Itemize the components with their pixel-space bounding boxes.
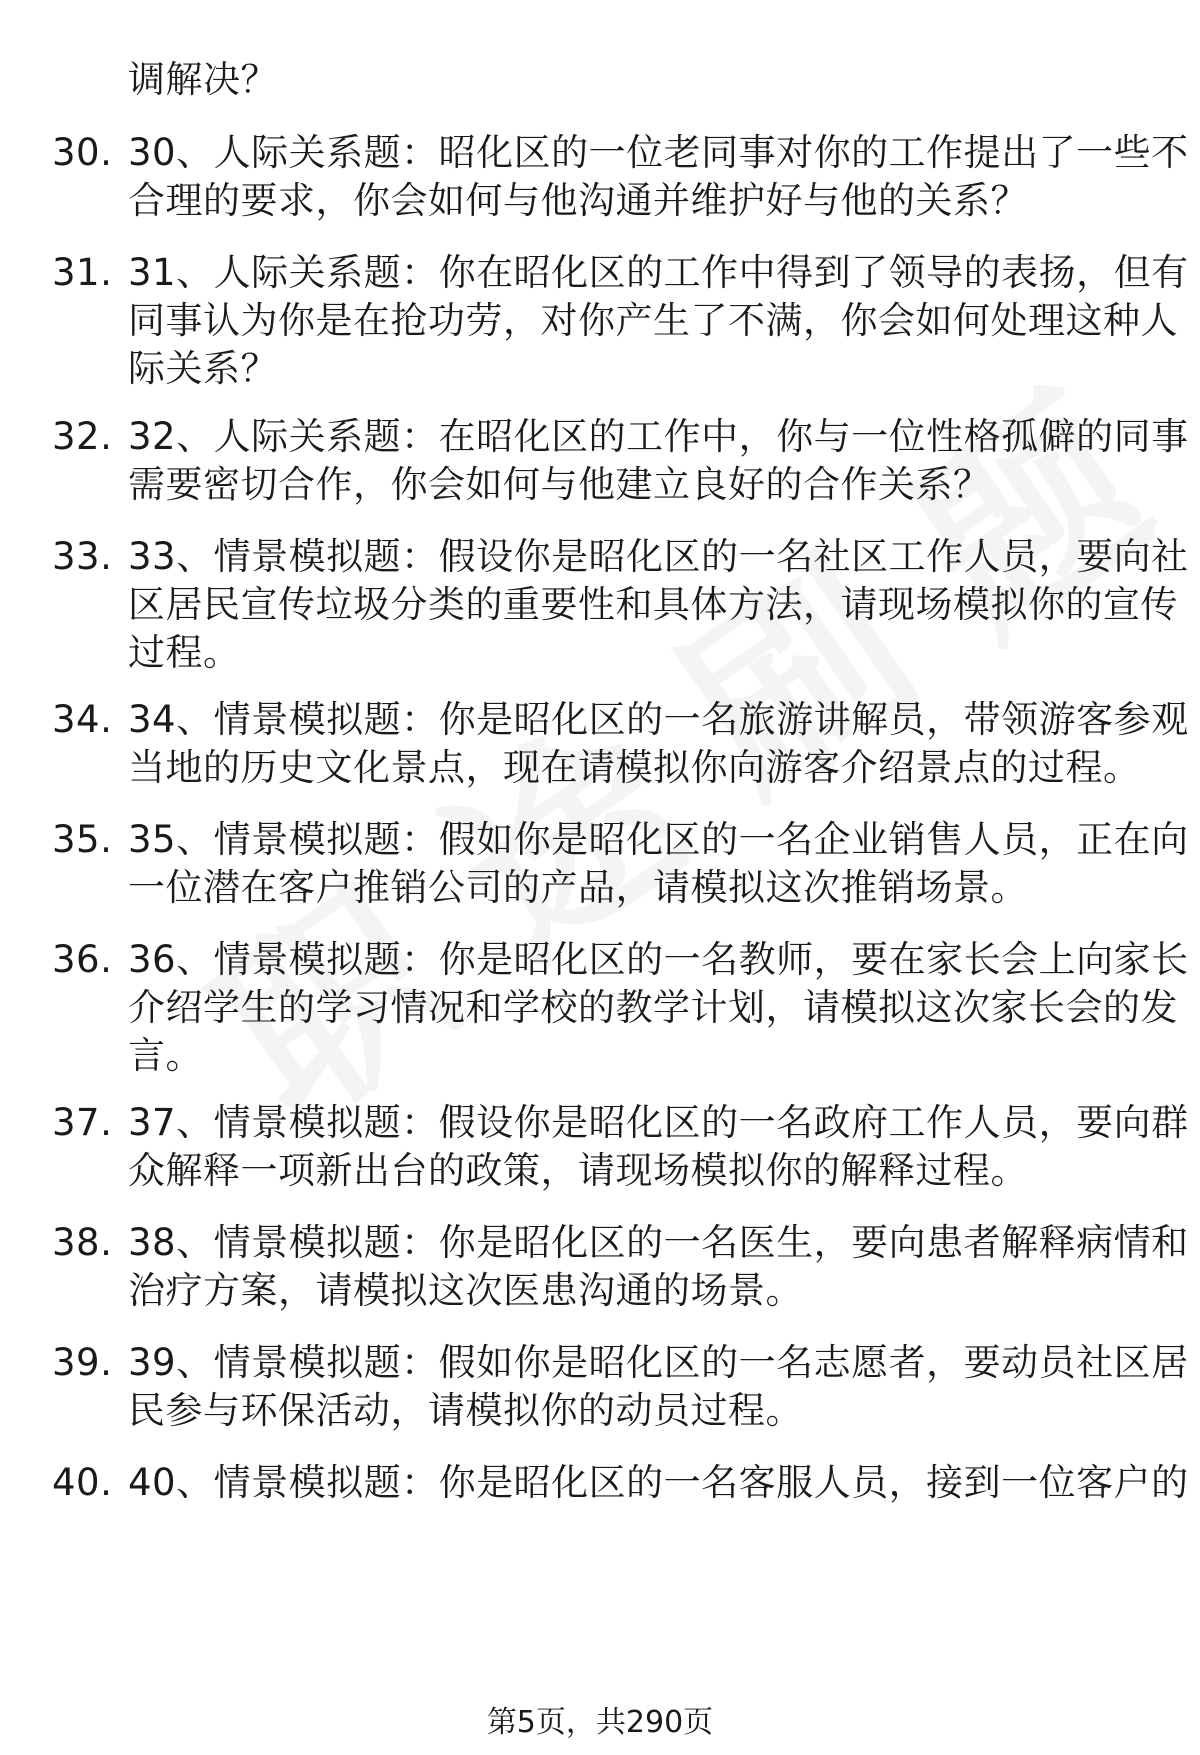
question-line: 众解释一项新出台的政策，请现场模拟你的解释过程。 — [128, 1149, 1028, 1192]
question-line: 合理的要求，你会如何与他沟通并维护好与他的关系？ — [128, 179, 1028, 222]
question-line: 38、情景模拟题：你是昭化区的一名医生，要向患者解释病情和 — [128, 1221, 1189, 1264]
question-line: 39、情景模拟题：假如你是昭化区的一名志愿者，要动员社区居 — [128, 1341, 1189, 1384]
question-text — [128, 1099, 1189, 1195]
list-number: 35. — [52, 818, 113, 861]
question-text — [128, 816, 1189, 912]
list-number: 30. — [52, 131, 113, 174]
list-number: 36. — [52, 938, 113, 981]
question-text — [128, 533, 1189, 677]
question-text — [128, 1219, 1189, 1315]
question-line: 需要密切合作，你会如何与他建立良好的合作关系？ — [128, 463, 991, 506]
question-line: 36、情景模拟题：你是昭化区的一名教师，要在家长会上向家长 — [128, 938, 1189, 981]
question-line: 32、人际关系题：在昭化区的工作中，你与一位性格孤僻的同事 — [128, 415, 1189, 458]
question-text — [128, 249, 1189, 393]
list-number: 31. — [52, 251, 113, 294]
question-line: 31、人际关系题：你在昭化区的工作中得到了领导的表扬，但有 — [128, 251, 1189, 294]
list-number: 38. — [52, 1221, 113, 1264]
question-text — [128, 129, 1189, 225]
question-line: 33、情景模拟题：假设你是昭化区的一名社区工作人员，要向社 — [128, 535, 1189, 578]
question-line: 言。 — [128, 1034, 203, 1077]
question-text — [128, 413, 1189, 509]
question-line: 37、情景模拟题：假设你是昭化区的一名政府工作人员，要向群 — [128, 1101, 1189, 1144]
list-number: 37. — [52, 1101, 113, 1144]
question-line: 35、情景模拟题：假如你是昭化区的一名企业销售人员，正在向 — [128, 818, 1189, 861]
question-text — [128, 1339, 1189, 1435]
question-line: 治疗方案，请模拟这次医患沟通的场景。 — [128, 1269, 803, 1312]
question-line: 际关系？ — [128, 347, 278, 390]
question-line: 区居民宣传垃圾分类的重要性和具体方法，请现场模拟你的宣传 — [128, 583, 1178, 626]
question-text — [128, 936, 1189, 1080]
list-number: 40. — [52, 1461, 113, 1504]
list-number: 34. — [52, 698, 113, 741]
question-line: 30、人际关系题：昭化区的一位老同事对你的工作提出了一些不 — [128, 131, 1189, 174]
question-line: 过程。 — [128, 631, 241, 674]
question-line: 当地的历史文化景点，现在请模拟你向游客介绍景点的过程。 — [128, 746, 1141, 789]
continuation-line: 调解决？ — [128, 58, 278, 101]
list-number: 32. — [52, 415, 113, 458]
page-footer: 第5页，共290页 — [486, 1705, 714, 1740]
question-line: 34、情景模拟题：你是昭化区的一名旅游讲解员，带领游客参观 — [128, 698, 1189, 741]
list-number: 33. — [52, 535, 113, 578]
question-line: 民参与环保活动，请模拟你的动员过程。 — [128, 1389, 803, 1432]
question-line: 同事认为你是在抢功劳，对你产生了不满，你会如何处理这种人 — [128, 299, 1178, 342]
question-line: 一位潜在客户推销公司的产品，请模拟这次推销场景。 — [128, 866, 1028, 909]
question-text — [128, 696, 1189, 792]
question-text — [128, 1459, 1189, 1507]
list-number: 39. — [52, 1341, 113, 1384]
question-line: 40、情景模拟题：你是昭化区的一名客服人员，接到一位客户的 — [128, 1461, 1189, 1504]
question-line: 介绍学生的学习情况和学校的教学计划，请模拟这次家长会的发 — [128, 986, 1178, 1029]
